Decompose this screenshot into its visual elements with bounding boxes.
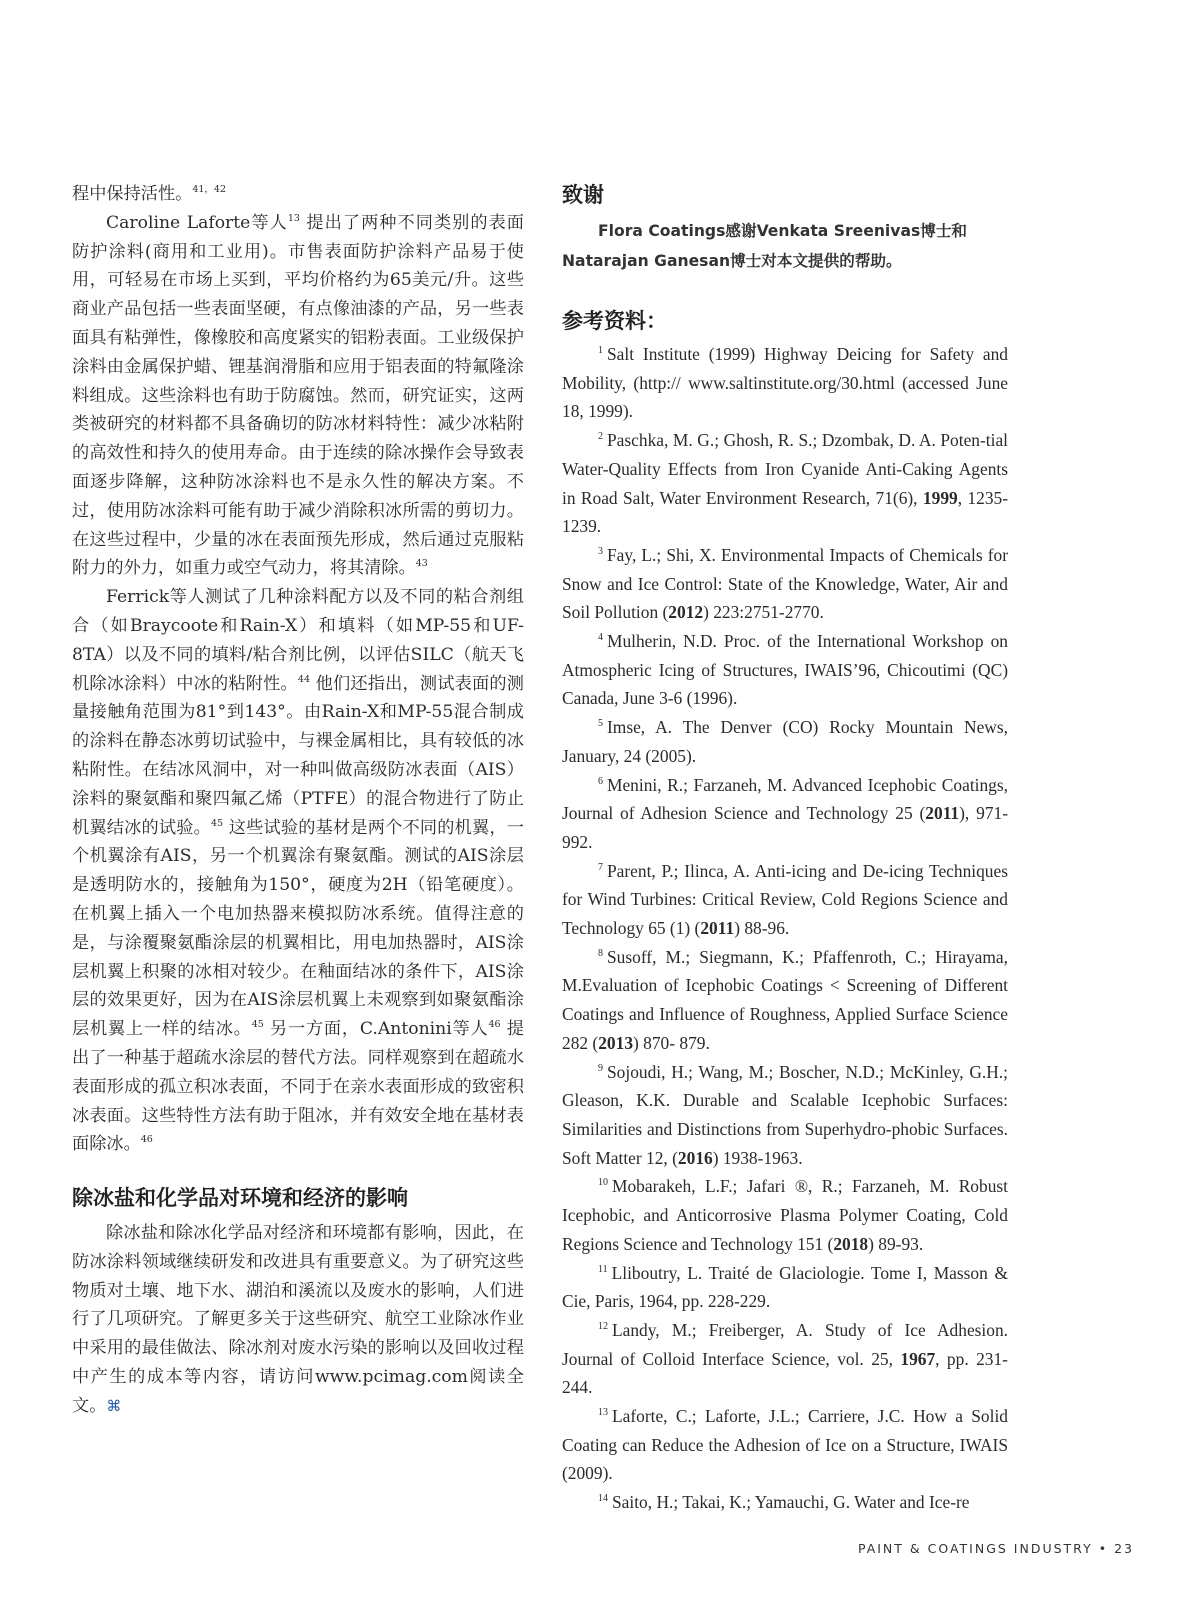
journal-name: PAINT & COATINGS INDUSTRY — [857, 1541, 1093, 1556]
citation-marker: 41，42 — [192, 184, 227, 195]
reference-number: 3 — [598, 545, 603, 557]
reference-text: Imse, A. The Denver (CO) Rocky Mountain News, January, 24 (2005). — [562, 717, 1008, 766]
reference-text: Parent, P.; Ilinca, A. Anti-icing and De-icing Techniques for Wind Turbines: Critical Review, Cold Regions Science and Technology 65 (1) ( — [562, 860, 1008, 939]
reference-text: ), 971-992. — [562, 803, 1008, 852]
reference-item — [562, 943, 1008, 1058]
reference-year: 1999 — [922, 487, 958, 508]
paragraph-text: 另一方面，C.Antonini等人 — [270, 1019, 489, 1040]
reference-item — [562, 1402, 1008, 1488]
reference-text: Landy, M.; Freiberger, A. Study of Ice Adhesion. Journal of Colloid Interface Science, vol. 25, — [562, 1319, 1008, 1369]
reference-text: Paschka, M. G.; Ghosh, R. S.; Dzombak, D. A. Poten-tial Water-Quality Effects from Iron Cyanide Anti-Caking Agents in Road Salt, Water Environment Research, 71(6), — [562, 430, 1008, 508]
reference-text: Salt Institute (1999) Highway Deicing for Safety and Mobility, (http:// www.saltinstitute.org/30.html (accessed June 18, 1999). — [562, 344, 1008, 422]
paragraph-text: 提出了一种基于超疏水涂层的替代方法。同样观察到在超疏水表面形成的孤立积冰表面，不同于在亲水表面形成的致密积冰表面。这些特性方法有助于阻冰，并有效安全地在基材表面除冰。 — [72, 1019, 524, 1155]
reference-text: Fay, L.; Shi, X. Environmental Impacts of Chemicals for Snow and Ice Control: State of the Knowledge, Water, Air and Soil Pollution ( — [562, 544, 1008, 623]
reference-text: ) 1938-1963. — [712, 1147, 803, 1168]
paragraph-text: 提出了两种不同类别的表面防护涂料(商用和工业用)。市售表面防护涂料产品易于使用，可轻易在市场上买到，平均价格约为65美元/升。这些商业产品包括一些表面坚硬，有点像油漆的产品，另一些表面具有粘弹性，像橡胶和高度紧实的铝粉表面。工业级保护涂料由金属保护蜡、锂基润滑脂和应用于铝表面的特氟隆涂料组成。这些涂料也有助于防腐蚀。然而，研究证实，这两类被研究的材料都不具备确切的防冰材料特性：减少冰粘附的高效性和持久的使用寿命。由于连续的除冰操作会导致表面逐步降解，这种防冰涂料也不是永久性的解决方案。不过，使用防冰涂料可能有助于减少消除积冰所需的剪切力。在这些过程中，少量的冰在表面预先形成，然后通过克服粘附力的外力，如重力或空气动力，将其清除。 — [72, 212, 524, 579]
reference-item — [562, 426, 1008, 541]
paragraph-text: Ferrick等人测试了几种涂料配方以及不同的粘合剂组合（如Braycoote和Rain-X）和填料（如MP-55和UF-8TA）以及不同的填料/粘合剂比例，以评估SILC（航天飞机除冰涂料）中冰的粘附性。 — [72, 587, 524, 694]
reference-text: , 1235-1239. — [562, 487, 1008, 537]
paragraph-text: 这些试验的基材是两个不同的机翼，一个机翼涂有AIS，另一个机翼涂有聚氨酯。测试的AIS涂层是透明防水的，接触角为150°，硬度为2H（铅笔硬度）。在机翼上插入一个电加热器来模拟防冰系统。值得注意的是，与涂覆聚氨酯涂层的机翼相比，用电加热器时，AIS涂层机翼上积聚的冰相对较少。在釉面结冰的条件下，AIS涂层的效果更好，因为在AIS涂层机翼上未观察到如聚氨酯涂层机翼上一样的结冰。 — [72, 817, 524, 1040]
reference-year: 1967 — [900, 1348, 936, 1369]
reference-number: 5 — [598, 718, 603, 730]
reference-text: ) 89-93. — [868, 1233, 924, 1254]
reference-text: Lliboutry, L. Traité de Glaciologie. Tome I, Masson & Cie, Paris, 1964, pp. 228-229. — [562, 1262, 1008, 1312]
references-heading: 参考资料： — [562, 309, 667, 333]
separator-dot: • — [1098, 1541, 1109, 1556]
reference-item — [562, 1172, 1008, 1258]
reference-number: 10 — [598, 1177, 608, 1189]
paragraph-text: Caroline Laforte等人 — [106, 212, 288, 233]
reference-item — [562, 1058, 1008, 1173]
reference-item — [562, 1316, 1008, 1402]
reference-number: 8 — [598, 947, 603, 959]
citation-marker: 46 — [140, 1134, 153, 1146]
reference-number: 9 — [598, 1062, 603, 1074]
reference-number: 4 — [598, 632, 603, 644]
reference-item — [562, 541, 1008, 627]
paragraph — [72, 180, 524, 209]
paragraph — [72, 209, 524, 583]
paragraph-text: 程中保持活性。 — [72, 184, 193, 204]
reference-text: Mobarakeh, L.F.; Jafari ®, R.; Farzaneh, M. Robust Icephobic, and Anticorrosive Plasma Polymer Coating, Cold Regions Science and Technology 151 ( — [562, 1176, 1008, 1254]
reference-number: 1 — [598, 345, 603, 356]
citation-marker: 46 — [488, 1019, 501, 1031]
reference-number: 14 — [598, 1493, 608, 1505]
reference-year: 2016 — [677, 1147, 713, 1168]
reference-item — [562, 627, 1008, 713]
reference-text: Laforte, C.; Laforte, J.L.; Carriere, J.C. How a Solid Coating can Reduce the Adhesion of Ice on a Structure, IWAIS (2009). — [562, 1406, 1008, 1484]
page-footer — [858, 1541, 1134, 1556]
reference-year: 2011 — [925, 803, 960, 824]
citation-marker: 43 — [415, 558, 428, 570]
reference-number: 7 — [598, 861, 603, 873]
reference-text: Saito, H.; Takai, K.; Yamauchi, G. Water and Ice-re — [612, 1492, 970, 1513]
citation-marker: 13 — [287, 212, 300, 224]
paragraph — [72, 583, 524, 1159]
reference-number: 13 — [598, 1407, 608, 1419]
acknowledgement-heading: 致谢 — [562, 183, 604, 207]
reference-item — [562, 713, 1008, 770]
reference-text: , pp. 231-244. — [562, 1348, 1008, 1398]
section-heading: 除冰盐和化学品对环境和经济的影响 — [72, 1186, 408, 1211]
reference-year: 2011 — [700, 918, 735, 939]
reference-item — [562, 771, 1008, 857]
reference-number: 6 — [598, 775, 603, 787]
reference-number: 2 — [598, 431, 603, 443]
page-number: 23 — [1114, 1541, 1134, 1556]
reference-text: ) 223:2751-2770. — [703, 602, 824, 623]
reference-text: Susoff, M.; Siegmann, K.; Pfaffenroth, C.; Hirayama, M.Evaluation of Icephobic Coatings < Screening of Different Coatings and Influence of Roughness, Applied Surface Science 282 ( — [562, 946, 1008, 1053]
reference-text: ) 88-96. — [734, 918, 790, 939]
paragraph-text: 除冰盐和除冰化学品对经济和环境都有影响，因此，在防冰涂料领域继续研发和改进具有重要意义。为了研究这些物质对土壤、地下水、湖泊和溪流以及废水的影响，人们进行了几项研究。了解更多关于这些研究、航空工业除冰作业中采用的最佳做法、除冰剂对废水污染的影响以及回收过程中产生的成本等内容，请访问www.pcimag.com阅读全文。 — [72, 1223, 524, 1416]
right-column — [562, 178, 1008, 1517]
reference-item — [562, 1488, 1008, 1517]
reference-text: Mulherin, N.D. Proc. of the International Workshop on Atmospheric Icing of Structures, IWAIS’96, Chicoutimi (QC) Canada, June 3-6 (1996). — [562, 631, 1008, 709]
reference-year: 2012 — [668, 602, 704, 623]
paragraph — [72, 1219, 524, 1421]
citation-marker: 45 — [251, 1019, 264, 1031]
reference-number: 11 — [598, 1263, 608, 1275]
citation-marker: 44 — [297, 673, 310, 685]
reference-year: 2018 — [833, 1233, 869, 1254]
reference-text: Menini, R.; Farzaneh, M. Advanced Icephobic Coatings, Journal of Adhesion Science and Technology 25 ( — [562, 774, 1008, 824]
paragraph-text: 他们还指出，测试表面的测量接触角范围为81°到143°。由Rain-X和MP-55混合制成的涂料在静态冰剪切试验中，与裸金属相比，具有较低的冰粘附性。在结冰风洞中，对一种叫做高级防冰表面（AIS）涂料的聚氨酯和聚四氟乙烯（PTFE）的混合物进行了防止机翼结冰的试验。 — [72, 673, 524, 838]
left-column — [72, 180, 524, 1421]
end-mark-icon: ⌘ — [106, 1396, 122, 1415]
reference-text: ) 870- 879. — [633, 1032, 710, 1053]
reference-item — [562, 1259, 1008, 1316]
citation-marker: 45 — [211, 817, 224, 829]
reference-item — [562, 857, 1008, 943]
acknowledgement-text: Flora Coatings感谢Venkata Sreenivas博士和Natarajan Ganesan博士对本文提供的帮助。 — [562, 222, 968, 270]
reference-text: Sojoudi, H.; Wang, M.; Boscher, N.D.; McKinley, G.H.; Gleason, K.K. Durable and Scalable Icephobic Surfaces: Similarities and Distinctions from Superhydro-phobic Surfaces. Soft Matter 12, ( — [562, 1061, 1008, 1168]
references-list — [562, 340, 1008, 1517]
reference-year: 2013 — [598, 1032, 634, 1053]
reference-number: 12 — [598, 1320, 608, 1332]
reference-item — [562, 340, 1008, 426]
